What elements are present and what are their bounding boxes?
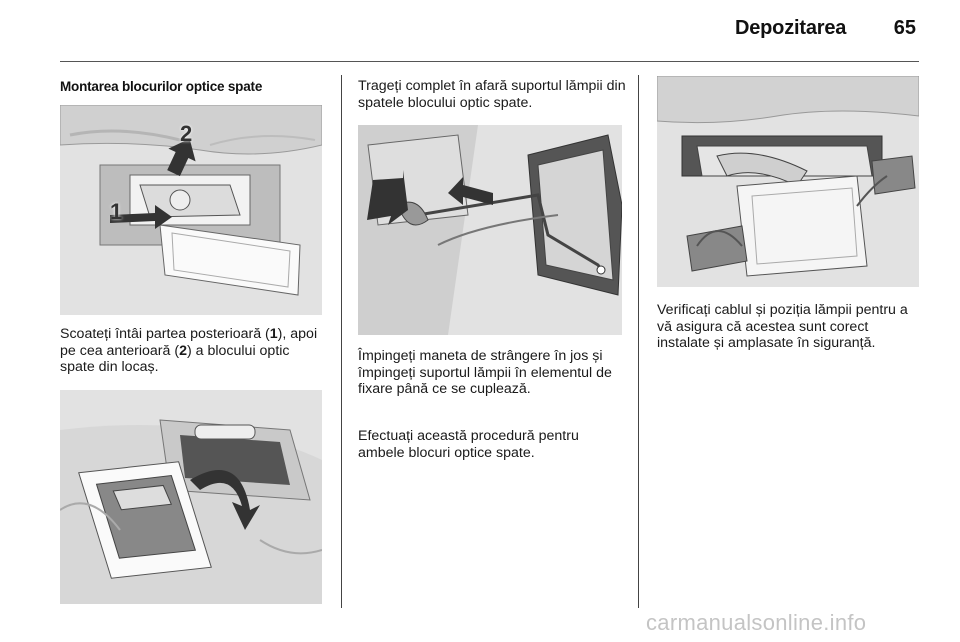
- ref-number-1: 1: [269, 326, 278, 342]
- illustration-lamp-holder-lever: [60, 390, 322, 604]
- instruction-verify: Verificați cablul și poziția lămpii pentru a vă asigura că acestea sunt corect instalate și amplasate în siguranță.: [657, 302, 908, 352]
- illustration-check-cable: [657, 76, 919, 287]
- page-number: 65: [893, 17, 916, 39]
- instruction-remove: [60, 326, 328, 376]
- callout-label-2: 2: [180, 121, 193, 146]
- text-segment: Scoateți întâi partea posterioară (: [60, 326, 270, 342]
- instruction-repeat: Efectuați această procedură pentru ambele blocuri optice spate.: [358, 428, 579, 461]
- text-segment: ), apoi pe cea anterioară (: [60, 326, 318, 359]
- illustration-push-lever: [358, 125, 622, 335]
- text-segment: ) a blocului optic spate din locaș.: [60, 342, 290, 376]
- ref-number-2: 2: [179, 342, 187, 359]
- illustration-remove-lamp: [60, 105, 322, 315]
- column-divider-2: [638, 75, 639, 608]
- callout-label-1: 1: [110, 199, 123, 224]
- watermark: carmanualsonline.info: [646, 610, 867, 635]
- instruction-push-lever: Împingeți maneta de strângere în jos și împingeți suportul lămpii în elementul de fixare până ce se cuplează.: [358, 348, 612, 398]
- header-divider: [60, 61, 919, 62]
- chapter-title: Depozitarea: [735, 17, 847, 39]
- column-divider-1: [341, 75, 342, 608]
- instruction-pull-holder: Trageți complet în afară suportul lămpii din spatele blocului optic spate.: [358, 78, 626, 111]
- section-heading: Montarea blocurilor optice spate: [60, 79, 263, 94]
